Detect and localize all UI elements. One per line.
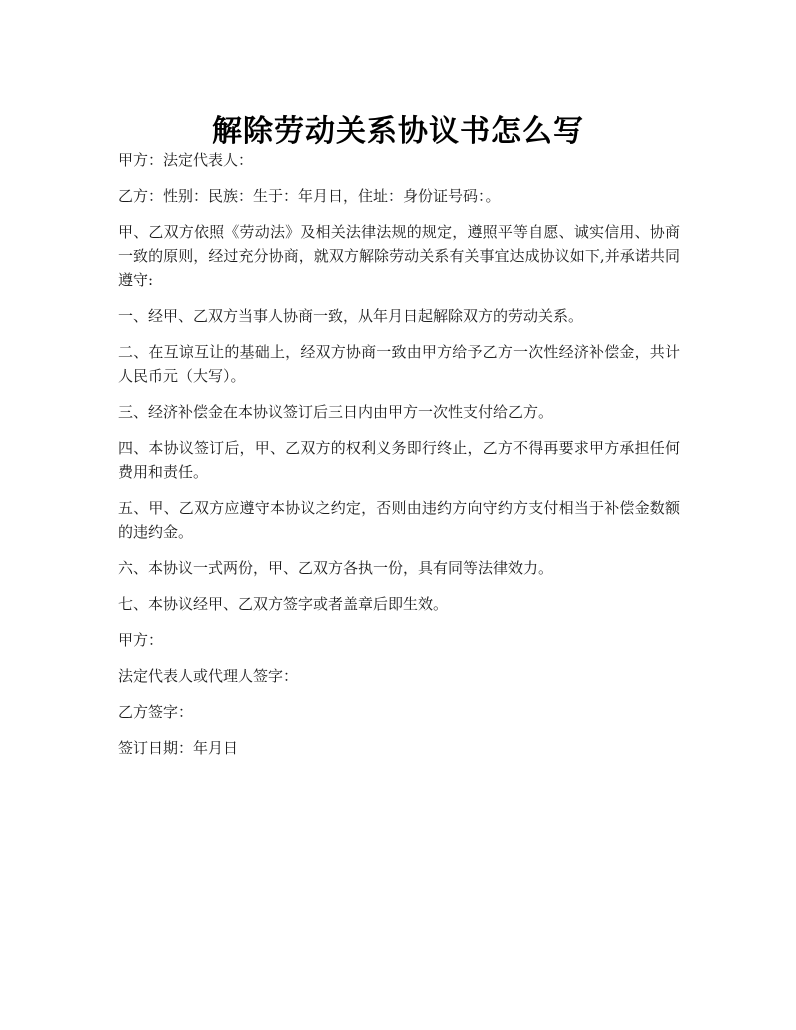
clause-2: 二、在互谅互让的基础上，经双方协商一致由甲方给予乙方一次性经济补偿金，共计人民币元（大写）。 (118, 343, 680, 385)
clause-6: 六、本协议一式两份，甲、乙双方各执一份，具有同等法律效力。 (118, 559, 554, 577)
clause-4: 四、本协议签订后，甲、乙双方的权利义务即行终止，乙方不得再要求甲方承担任何费用和责任。 (118, 439, 680, 481)
clause-5: 五、甲、乙双方应遵守本协议之约定，否则由违约方向守约方支付相当于补偿金数额的违约金。 (118, 499, 680, 541)
party-b-line: 乙方：性别：民族：生于：年月日，住址：身份证号码：。 (118, 187, 501, 205)
clause-7: 七、本协议经甲、乙双方签字或者盖章后即生效。 (118, 595, 449, 613)
clause-3: 三、经济补偿金在本协议签订后三日内由甲方一次性支付给乙方。 (118, 403, 554, 421)
party-a-line: 甲方：法定代表人： (118, 151, 254, 169)
signing-date: 签订日期：年月日 (118, 739, 239, 757)
signature-legal-rep: 法定代表人或代理人签字： (118, 667, 299, 685)
signature-party-b: 乙方签字： (118, 703, 194, 721)
document-title: 解除劳动关系协议书怎么写 (212, 114, 584, 150)
clause-1: 一、经甲、乙双方当事人协商一致，从年月日起解除双方的劳动关系。 (118, 307, 584, 325)
agreement-preamble: 甲、乙双方依照《劳动法》及相关法律法规的规定，遵照平等自愿、诚实信用、协商一致的原则，经过充分协商，就双方解除劳动关系有关事宜达成协议如下,并承诺共同遵守: (118, 223, 680, 289)
signature-party-a: 甲方： (118, 631, 164, 649)
document-body (118, 148, 680, 772)
